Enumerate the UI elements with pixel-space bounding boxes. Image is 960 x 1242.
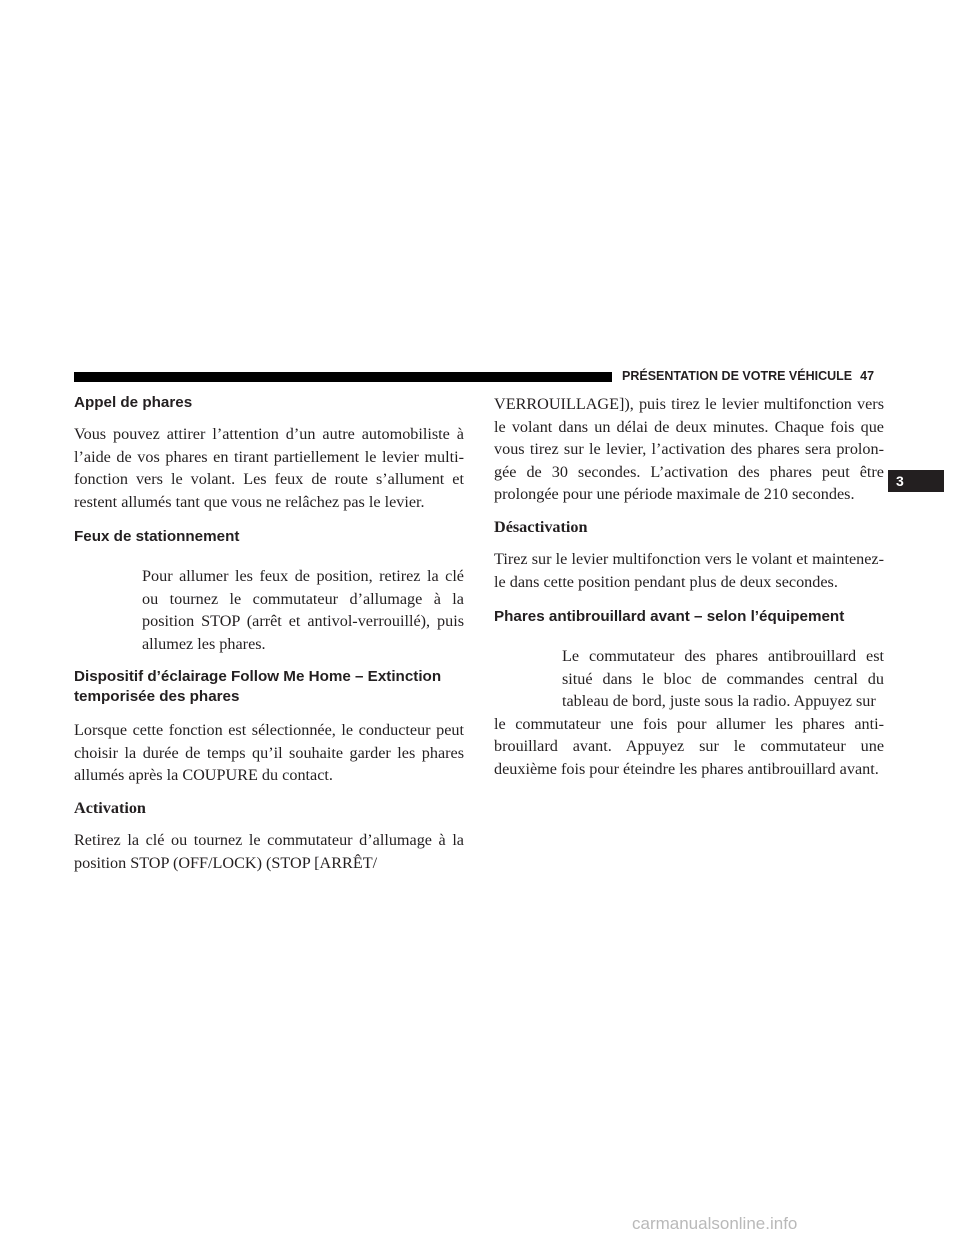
heading-phares-antibrouillard: Phares antibrouillard avant – selon l’équipement [494,608,845,625]
watermark: carmanualsonline.info [632,1214,798,1233]
paragraph-desactivation: Tirez sur le levier multifonction vers le volant et maintenez-le dans cette position pendant plus de deux secondes. [494,550,884,591]
paragraph-appel-de-phares: Vous pouvez attirer l’attention d’un autre automobiliste à l’aide de vos phares en tirant partiellement le levier multi-fonction vers le volant. Les feux de route s’allument et restent allumés tant que vous ne relâchez pas le levier. [74,425,464,511]
right-column [494,393,884,780]
paragraph-antibrouillard-indented: Le commutateur des phares antibrouillard est situé dans le bloc de commandes central du tableau de bord, juste sous la radio. Appuyez sur [562,647,884,710]
heading-follow-me-home [74,667,464,707]
paragraph-follow-me-home: Lorsque cette fonction est sélectionnée, le conducteur peut choisir la durée de temps qu’il souhaite garder les phares allumés après la COUPURE du contact. [74,721,464,784]
heading-appel-de-phares: Appel de phares [74,394,193,411]
paragraph-activation-continued: VERROUILLAGE]), puis tirez le levier multifonction vers le volant dans un délai de deux minutes. Chaque fois que vous tirez sur le levier, l’activation des phares sera prolon-gée de 30 secondes. L’activation des phares peut être prolongée pour une période maximale de 210 secondes. [494,395,884,503]
header-rule [74,372,612,382]
chapter-tab: 3 [888,470,944,492]
left-column [74,393,464,884]
running-header [622,368,874,384]
paragraph-activation: Retirez la clé ou tournez le commutateur d’allumage à la position STOP (OFF/LOCK) (STOP [ARRÊT/ [74,831,464,872]
paragraph-feux-de-stationnement: Pour allumer les feux de position, retirez la clé ou tournez le commutateur d’allumage à la position STOP (arrêt et antivol-verrouillé), puis allumez les phares. [142,567,464,653]
section-title: PRÉSENTATION DE VOTRE VÉHICULE [622,369,853,383]
paragraph-phares-antibrouillard [494,645,884,780]
paragraph-antibrouillard-rest: le commutateur une fois pour allumer les phares anti-brouillard avant. Appuyez sur le commutateur une deuxième fois pour éteindre les phares antibrouillard avant. [494,714,884,778]
heading-follow-line-1: Dispositif d’éclairage Follow Me Home – Extinction [74,668,442,685]
subheading-activation: Activation [74,798,146,817]
heading-follow-line-2: temporisée des phares [74,688,240,705]
heading-feux-de-stationnement: Feux de stationnement [74,528,240,545]
subheading-desactivation: Désactivation [494,517,588,536]
page-number: 47 [860,369,875,383]
